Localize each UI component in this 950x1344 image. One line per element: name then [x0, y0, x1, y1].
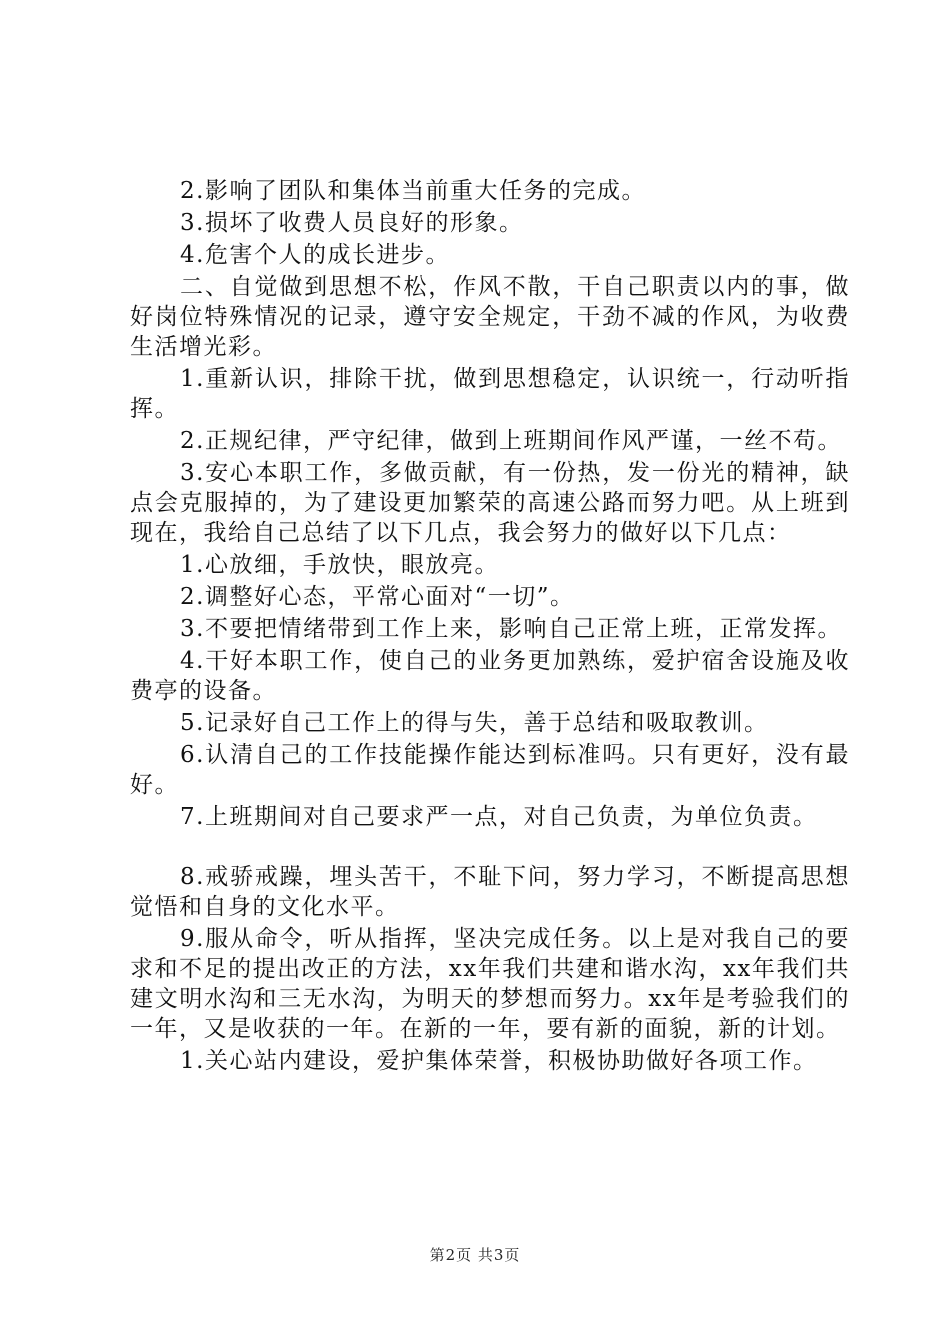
paragraph: 2.调整好心态，平常心面对“一切”。	[180, 584, 575, 610]
paragraph: 3.损坏了收费人员良好的形象。	[180, 210, 524, 236]
paragraph: 6.认清自己的工作技能操作能达到标准吗。只有更好，没有最好。	[130, 742, 850, 798]
paragraph: 2.影响了团队和集体当前重大任务的完成。	[180, 178, 646, 204]
page-footer	[0, 1245, 950, 1265]
paragraph: 3.安心本职工作，多做贡献，有一份热，发一份光的精神，缺点会克服掉的，为了建设更加繁荣的高速公路而努力吧。从上班到现在，我给自己总结了以下几点，我会努力的做好以下几点：	[130, 460, 850, 546]
paragraph: 7.上班期间对自己要求严一点，对自己负责，为单位负责。	[180, 804, 818, 830]
paragraph: 1.心放细，手放快，眼放亮。	[180, 552, 499, 578]
section-heading-paragraph: 二、自觉做到思想不松，作风不散，干自己职责以内的事，做好岗位特殊情况的记录，遵守安全规定，干劲不减的作风，为收费生活增光彩。	[130, 274, 850, 360]
paragraph: 5.记录好自己工作上的得与失，善于总结和吸取教训。	[180, 710, 769, 736]
document-body	[130, 176, 850, 1078]
paragraph: 8.戒骄戒躁，埋头苦干，不耻下问，努力学习，不断提高思想觉悟和自身的文化水平。	[130, 864, 850, 920]
paragraph: 4.危害个人的成长进步。	[180, 242, 450, 268]
paragraph: 1.重新认识，排除干扰，做到思想稳定，认识统一，行动听指挥。	[130, 366, 850, 422]
paragraph: 4.干好本职工作，使自己的业务更加熟练，爱护宿舍设施及收费亭的设备。	[130, 648, 850, 704]
paragraph: 1.关心站内建设，爱护集体荣誉，积极协助做好各项工作。	[180, 1048, 818, 1074]
paragraph: 9.服从命令，听从指挥，坚决完成任务。以上是对我自己的要求和不足的提出改正的方法，xx年我们共建和谐水沟，xx年我们共建文明水沟和三无水沟，为明天的梦想而努力。xx年是考验我们的一年，又是收获的一年。在新的一年，要有新的面貌，新的计划。	[130, 926, 850, 1042]
page-number-label: 第2页 共3页	[429, 1246, 521, 1264]
paragraph: 2.正规纪律，严守纪律，做到上班期间作风严谨，一丝不苟。	[180, 428, 842, 454]
paragraph: 3.不要把情绪带到工作上来，影响自己正常上班，正常发挥。	[180, 616, 842, 642]
